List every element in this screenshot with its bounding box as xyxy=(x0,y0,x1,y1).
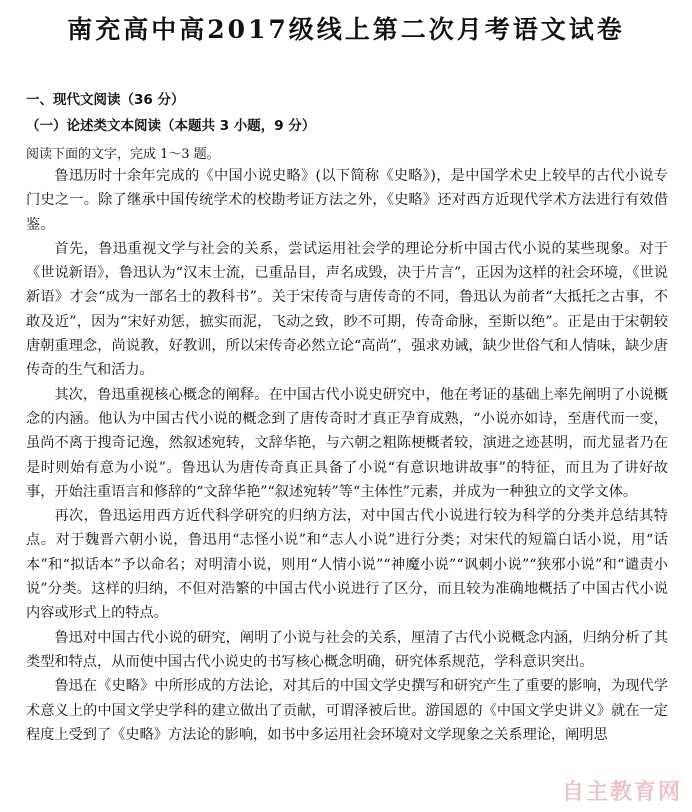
subsection-heading: （一）论述类文本阅读（本题共 3 小题，9 分） xyxy=(26,118,316,134)
paragraph: 再次，鲁迅运用西方近代科学研究的归纳方法，对中国古代小说进行较为科学的分类并总结其特点。对于魏晋六朝小说，鲁迅用“志怪小说”和“志人小说”进行分类；对宋代的短篇白话小说，用“话本”和“拟话本”予以命名；对明清小说，则用“人情小说”“神魔小说”“讽刺小说”“狭邪小说”和“谴责小说”分类。这样的归纳，不但对浩繁的中国古代小说进行了区分，而且较为准确地概括了中国古代小说内容或形式上的特点。 xyxy=(26,508,668,622)
paragraph: 首先，鲁迅重视文学与社会的关系，尝试运用社会学的理论分析中国古代小说的某些现象。对于《世说新语》，鲁迅认为“汉末士流，已重品目，声名成毁，决于片言”，正因为这样的社会环境，《世说新语》才会“成为一部名士的教科书”。关于宋传奇与唐传奇的不同，鲁迅认为前者“大抵托之古事，不敢及近”，因为“宋好劝惩，摭实而泥，飞动之致，眇不可期，传奇命脉，至斯以绝”。正是由于宋朝较唐朝重理念，尚说教，好教训，所以宋传奇必然立论“高尚”，强求劝诫，缺少世俗气和人情味，缺少唐传奇的生气和活力。 xyxy=(26,240,668,379)
paragraph: 鲁迅在《史略》中所形成的方法论，对其后的中国文学史撰写和研究产生了重要的影响，为现代学术意义上的中国文学史学科的建立做出了贡献，可谓泽被后世。游国恩的《中国文学史讲义》就在一定程度上受到了《史略》方法论的影响，如书中多运用社会环境对文学现象之关系理论，阐明思 xyxy=(26,678,668,743)
watermark-logo: 自主教育网 xyxy=(561,780,682,805)
section-heading: 一、现代文阅读（36 分） xyxy=(26,92,185,108)
paragraph: 鲁迅对中国古代小说的研究，阐明了小说与社会的关系，厘清了古代小说概念内涵，归纳分析了其类型和特点，从而使中国古代小说史的书写核心概念明确，研究体系规范，学科意识突出。 xyxy=(26,629,668,670)
instruction-text: 阅读下面的文字，完成 1～3 题。 xyxy=(26,147,220,162)
exam-title: 南充高中高2017级线上第二次月考语文试卷 xyxy=(67,15,625,44)
passage-body xyxy=(26,164,668,747)
paragraph: 其次，鲁迅重视核心概念的阐释。在中国古代小说史研究中，他在考证的基础上率先阐明了小说概念的内涵。他认为中国古代小说的概念到了唐传奇时才真正孕育成熟，“小说亦如诗，至唐代而一变，虽尚不离于搜奇记逸，然叙述宛转，文辞华艳，与六朝之粗陈梗概者较，演进之迹甚明，而尤显者乃在是时则始有意为小说”。鲁迅认为唐传奇真正具备了小说“有意识地讲故事”的特征，而且为了讲好故事，开始注重语言和修辞的“文辞华艳”“叙述宛转”等“主体性”元素，并成为一种独立的文学文体。 xyxy=(26,386,668,500)
paragraph: 鲁迅历时十余年完成的《中国小说史略》(以下简称《史略》)，是中国学术史上较早的古代小说专门史之一。除了继承中国传统学术的校勘考证方法之外，《史略》还对西方近现代学术方法进行有效借鉴。 xyxy=(26,168,668,233)
